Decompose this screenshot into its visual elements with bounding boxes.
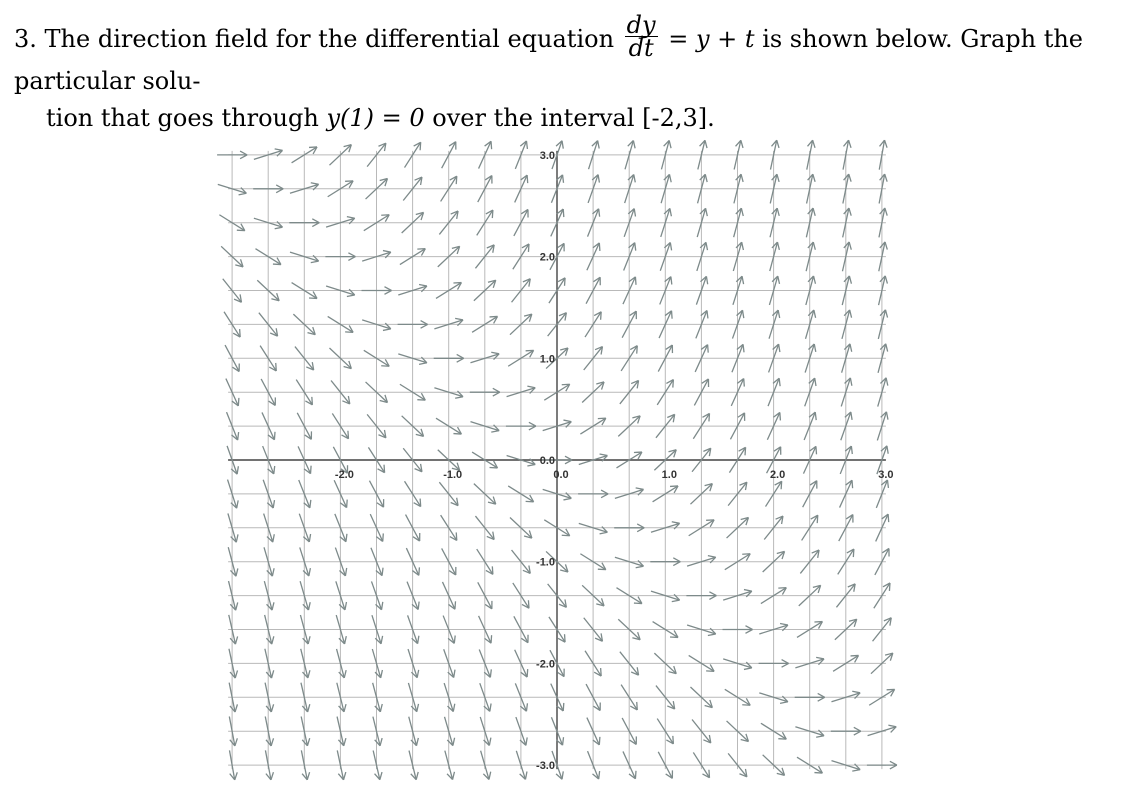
y-tick-label: -2.0 [536, 658, 555, 671]
y-tick-label: -3.0 [536, 760, 555, 773]
y-tick-label: 0.0 [539, 455, 555, 467]
problem-text-line2-b: over the interval [-2,3]. [432, 104, 715, 132]
problem-text-line2-a: tion that goes through [46, 104, 319, 132]
initial-condition: y(1) = 0 [326, 104, 425, 132]
y-tick-label: 1.0 [539, 353, 555, 366]
fraction-numerator: dy [626, 11, 656, 39]
fraction-denominator: dt [628, 34, 654, 62]
problem-number: 3. [14, 25, 37, 53]
y-tick-label: 2.0 [539, 251, 555, 264]
y-tick-label: -1.0 [536, 556, 555, 569]
x-tick-label: 1.0 [661, 469, 677, 481]
x-tick-label: 3.0 [878, 469, 894, 481]
y-tick-label: 3.0 [539, 149, 555, 162]
x-tick-label: -2.0 [334, 469, 354, 481]
problem-text-after: is shown below. Graph the particular solu- [14, 25, 1084, 95]
x-tick-label: 0.0 [553, 469, 569, 481]
x-tick-label: -1.0 [443, 469, 463, 481]
x-tick-label: 2.0 [769, 469, 786, 481]
problem-text-before: The direction field for the differential equation [44, 25, 615, 53]
equation-rhs: = y + t [668, 25, 755, 53]
